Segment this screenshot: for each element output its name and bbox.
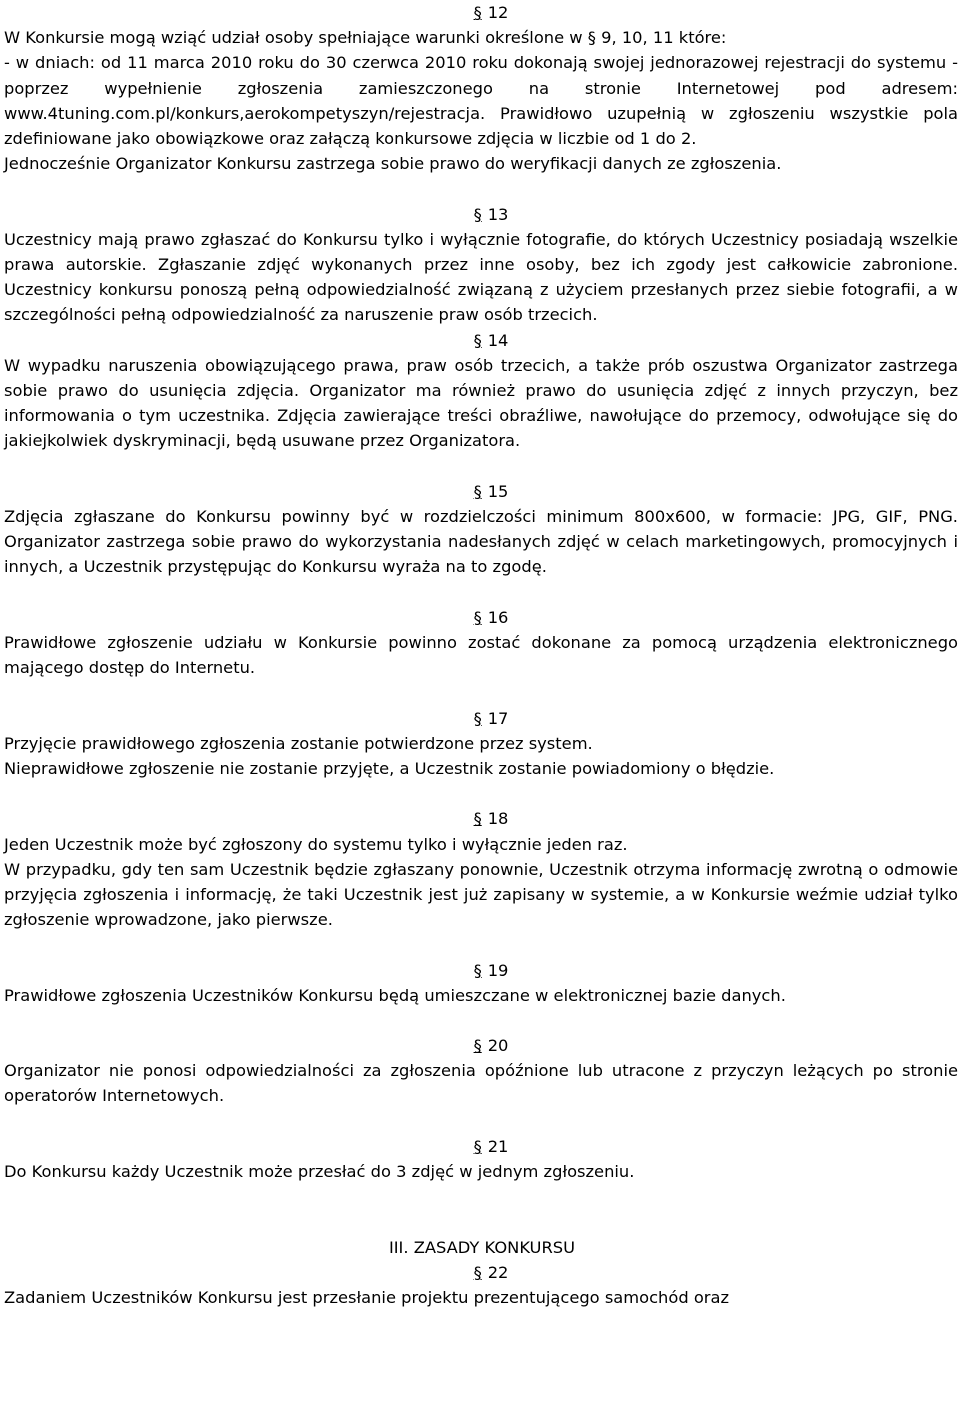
chapter-title: III. ZASADY KONKURSU [388, 1237, 576, 1257]
paragraph: Jednocześnie Organizator Konkursu zastrzega sobie prawo do weryfikacji danych ze zgłoszenia. [4, 154, 782, 174]
section-number: 16 [487, 607, 509, 627]
paragraph: Prawidłowe zgłoszenie udziału w Konkursie powinno zostać dokonane za pomocą urządzenia elektronicznego mającego dostęp do Internetu. [4, 632, 958, 678]
spacer [4, 680, 958, 705]
paragraph: W przypadku, gdy ten sam Uczestnik będzie zgłaszany ponownie, Uczestnik otrzyma informację zwrotną o odmowie przyjęcia zgłoszenia i informację, że taki Uczestnik jest już zapisany w systemie, a w Konkursie weźmie udział tylko zgłoszenie wprowadzone, jako pierwsze. [4, 859, 958, 930]
section-symbol: § [473, 607, 482, 627]
section-number: 21 [487, 1136, 509, 1156]
section-number: 13 [487, 204, 509, 224]
section-symbol: § [473, 1262, 482, 1282]
section-heading-21 [4, 1134, 958, 1159]
section-heading-13 [4, 202, 958, 227]
spacer [4, 781, 958, 806]
paragraph: - w dniach: od 11 marca 2010 roku do 30 czerwca 2010 roku dokonają swojej jednorazowej rejestracji do systemu - poprzez wypełnienie zgłoszenia zamieszczonego na stronie Internetowej pod adresem: www.4tuning.com.pl/konkurs,aerokompetyszyn/rejestracja. Prawidłowo uzupełnią w zgłoszeniu wszystkie pola zdefiniowane jako obowiązkowe oraz załączą konkursowe zdjęcia w liczbie od 1 do 2. [4, 53, 958, 148]
section-heading-16 [4, 605, 958, 630]
spacer [4, 580, 958, 605]
section-symbol: § [473, 481, 482, 501]
spacer [4, 1109, 958, 1134]
spacer [4, 1209, 958, 1234]
section-heading-22 [4, 1260, 958, 1285]
paragraph: Do Konkursu każdy Uczestnik może przesłać do 3 zdjęć w jednym zgłoszeniu. [4, 1162, 635, 1182]
section-heading-14 [4, 328, 958, 353]
spacer [4, 454, 958, 479]
section-number: 22 [487, 1262, 509, 1282]
section-heading-19 [4, 958, 958, 983]
spacer [4, 1184, 958, 1209]
section-symbol: § [473, 1136, 482, 1156]
section-number: 17 [487, 708, 509, 728]
spacer [4, 1008, 958, 1033]
paragraph: Organizator nie ponosi odpowiedzialności za zgłoszenia opóźnione lub utracone z przyczyn leżących po stronie operatorów Internetowych. [4, 1061, 958, 1106]
paragraph: Nieprawidłowe zgłoszenie nie zostanie przyjęte, a Uczestnik zostanie powiadomiony o błędzie. [4, 758, 775, 778]
section-heading-18 [4, 806, 958, 831]
paragraph: W Konkursie mogą wziąć udział osoby spełniające warunki określone w § 9, 10, 11 które: [4, 28, 727, 48]
section-heading-17 [4, 706, 958, 731]
document-page [4, 0, 958, 1310]
section-symbol: § [473, 1036, 482, 1056]
paragraph: Jeden Uczestnik może być zgłoszony do systemu tylko i wyłącznie jeden raz. [4, 834, 628, 854]
section-symbol: § [473, 3, 482, 22]
paragraph: Zadaniem Uczestników Konkursu jest przesłanie projektu prezentującego samochód oraz [4, 1288, 730, 1308]
section-number: 18 [487, 809, 509, 829]
section-number: 20 [487, 1036, 509, 1056]
section-number: 12 [487, 3, 509, 22]
section-heading-12 [4, 0, 958, 25]
paragraph: Prawidłowe zgłoszenia Uczestników Konkursu będą umieszczane w elektronicznej bazie danych. [4, 985, 786, 1005]
spacer [4, 176, 958, 201]
section-heading-15 [4, 479, 958, 504]
section-number: 15 [487, 481, 509, 501]
section-symbol: § [473, 809, 482, 829]
paragraph: Uczestnicy mają prawo zgłaszać do Konkursu tylko i wyłącznie fotografie, do których Uczestnicy posiadają wszelkie prawa autorskie. Zgłaszanie zdjęć wykonanych przez inne osoby, bez ich zgody jest całkowicie zabronione. Uczestnicy konkursu ponoszą pełną odpowiedzialność związaną z użyciem przesłanych przez siebie fotografii, a w szczególności pełną odpowiedzialność za naruszenie praw osób trzecich. [4, 229, 958, 325]
paragraph: Zdjęcia zgłaszane do Konkursu powinny być w rozdzielczości minimum 800x600, w formacie: JPG, GIF, PNG. Organizator zastrzega sobie prawo do wykorzystania nadesłanych zdjęć w celach marketingowych, promocyjnych i innych, a Uczestnik przystępując do Konkursu wyraża na to zgodę. [4, 506, 958, 577]
section-number: 14 [487, 330, 509, 350]
section-heading-20 [4, 1033, 958, 1058]
section-number: 19 [487, 960, 509, 980]
paragraph: W wypadku naruszenia obowiązującego prawa, praw osób trzecich, a także prób oszustwa Organizator zastrzega sobie prawo do usunięcia zdjęcia. Organizator ma również prawo do usunięcia zdjęć z innych przyczyn, bez informowania o tym uczestnika. Zdjęcia zawierające treści obraźliwe, nawołujące do przemocy, odwołujące się do jakiejkolwiek dyskryminacji, będą usuwane przez Organizatora. [4, 355, 958, 451]
spacer [4, 932, 958, 957]
section-symbol: § [473, 330, 482, 350]
section-symbol: § [473, 708, 482, 728]
paragraph: Przyjęcie prawidłowego zgłoszenia zostanie potwierdzone przez system. [4, 733, 593, 753]
section-symbol: § [473, 204, 482, 224]
section-symbol: § [473, 960, 482, 980]
